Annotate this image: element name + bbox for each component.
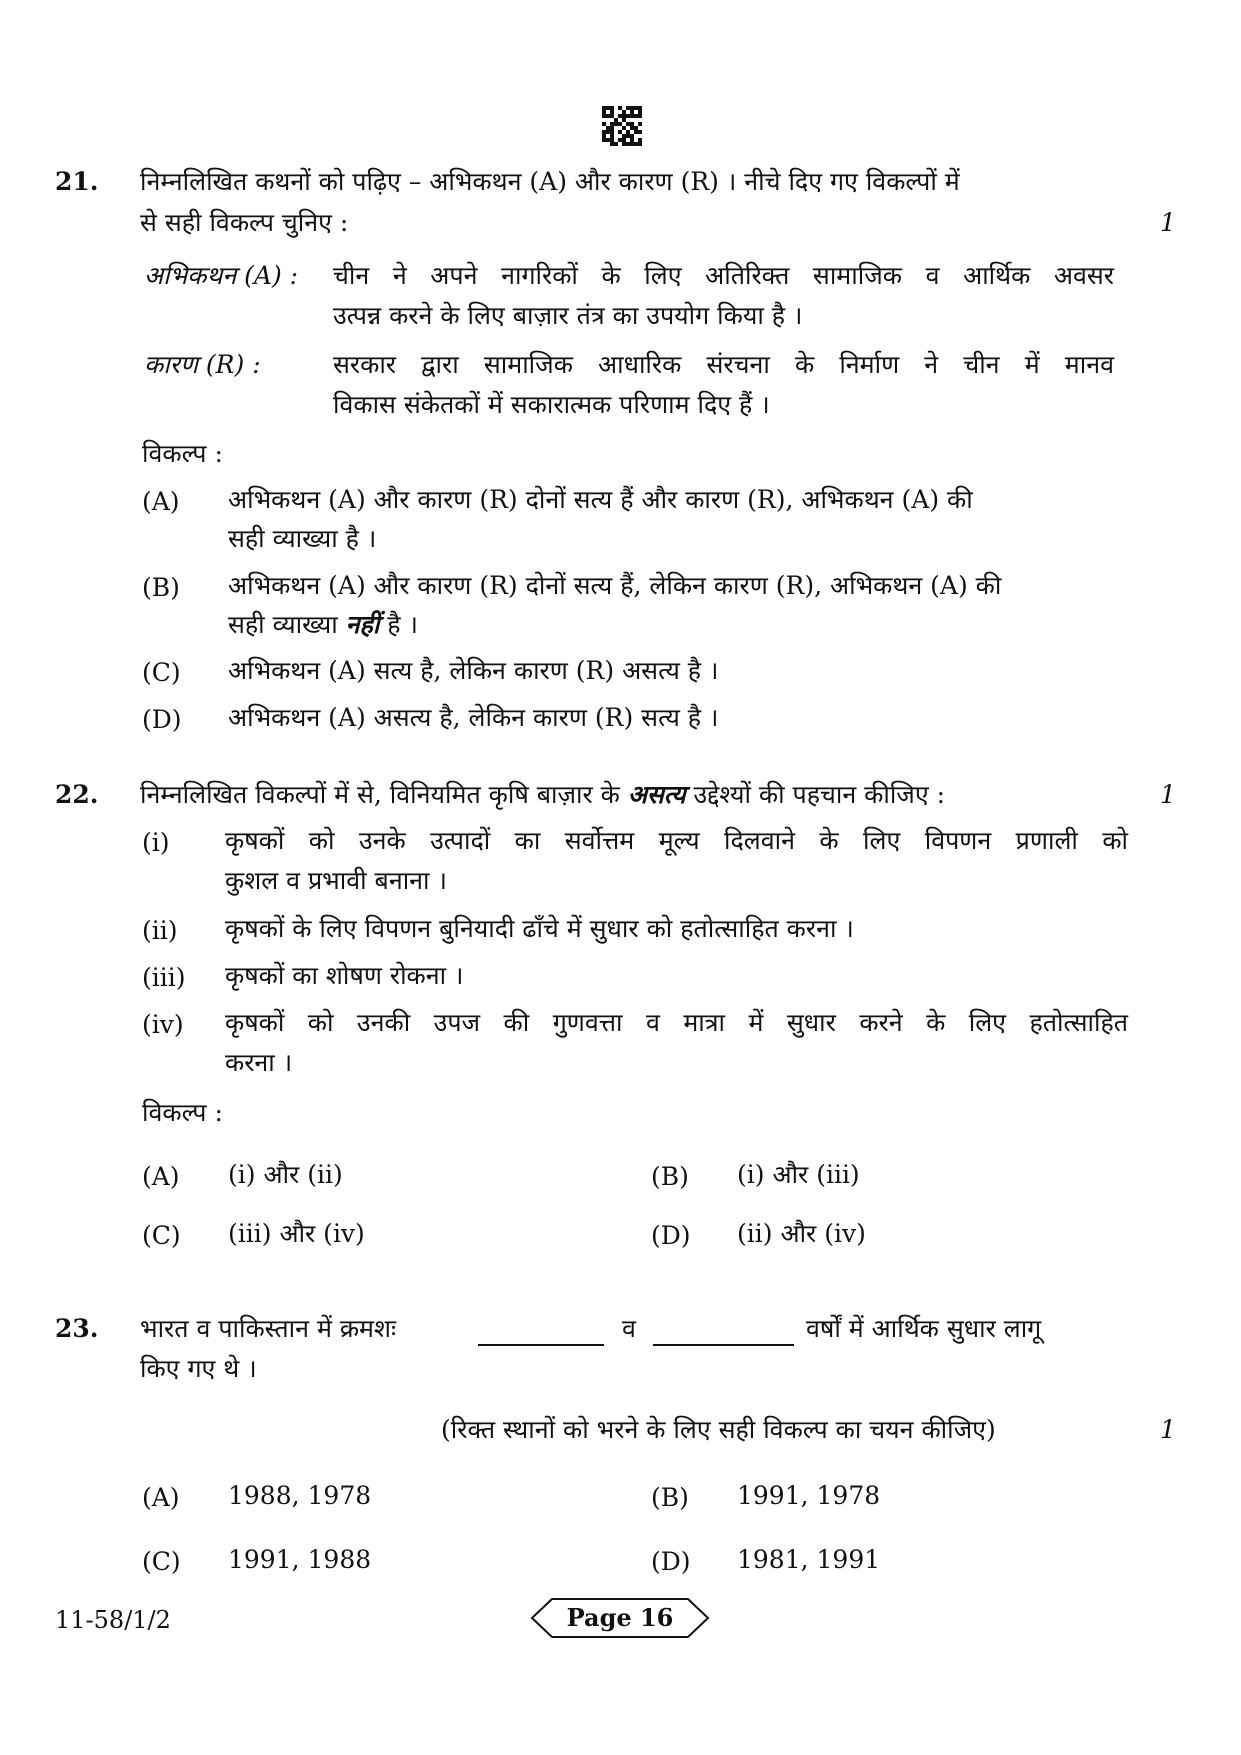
reason-line2: विकास संकेतकों में सकारात्मक परिणाम दिए हैं ।	[333, 390, 770, 419]
question-23-option-d-label: (D)	[651, 1547, 691, 1576]
question-22-item-iv-label: (iv)	[142, 1010, 184, 1039]
question-22-stem-post: उद्देश्यों की पहचान कीजिए :	[685, 780, 946, 809]
question-22-stem-emphasis: असत्य	[627, 780, 686, 809]
option-b-line2-post: है ।	[379, 610, 418, 639]
blank-2	[653, 1322, 794, 1346]
question-23-option-d-text: 1981, 1991	[737, 1545, 881, 1574]
question-22-option-a-text: (i) और (ii)	[228, 1160, 343, 1189]
question-23-number: 23.	[55, 1314, 99, 1343]
question-22-item-ii-text: कृषकों के लिए विपणन बुनियादी ढाँचे में सुधार को हतोत्साहित करना ।	[225, 914, 854, 943]
question-23-stem-part1: भारत व पाकिस्तान में क्रमशः	[140, 1314, 397, 1343]
question-22-item-iii-label: (iii)	[142, 963, 186, 992]
question-21-stem-line1: निम्नलिखित कथनों को पढ़िए – अभिकथन (A) और कारण (R) । नीचे दिए गए विकल्पों में	[140, 167, 960, 196]
question-22-item-i-label: (i)	[142, 828, 170, 857]
question-22-stem-pre: निम्नलिखित विकल्पों में से, विनियमित कृषि बाज़ार के	[140, 780, 628, 809]
question-21-number: 21.	[55, 167, 99, 196]
question-23-marks: 1	[1160, 1415, 1176, 1444]
option-b-line2-pre: सही व्याख्या	[228, 610, 346, 639]
question-21-option-a-line1: अभिकथन (A) और कारण (R) दोनों सत्य हैं और कारण (R), अभिकथन (A) की	[228, 485, 973, 514]
question-23-stem-part3: वर्षों में आर्थिक सुधार लागू	[806, 1314, 1042, 1343]
question-22-option-d-text: (ii) और (iv)	[737, 1219, 866, 1248]
question-21-marks: 1	[1160, 208, 1176, 237]
question-22-item-iv-line1: कृषकों को उनकी उपज की गुणवत्ता व मात्रा में सुधार करने के लिए हतोत्साहित	[225, 1008, 1128, 1037]
question-23-option-a-label: (A)	[142, 1483, 180, 1512]
assertion-line2: उत्पन्न करने के लिए बाज़ार तंत्र का उपयोग किया है ।	[333, 301, 803, 330]
question-22-options-heading: विकल्प :	[142, 1098, 223, 1127]
question-22-item-ii-label: (ii)	[142, 916, 178, 945]
page-number: Page 16	[566, 1603, 674, 1632]
reason-line1: सरकार द्वारा सामाजिक आधारिक संरचना के निर्माण ने चीन में मानव	[333, 350, 1114, 379]
assertion-label: अभिकथन (A) :	[144, 261, 299, 290]
question-21-option-d-text: अभिकथन (A) असत्य है, लेकिन कारण (R) सत्य है ।	[228, 703, 719, 732]
qr-code	[602, 106, 642, 146]
question-21-option-c-label: (C)	[142, 658, 181, 687]
question-23-instruction: (रिक्त स्थानों को भरने के लिए सही विकल्प का चयन कीजिए)	[441, 1415, 996, 1444]
question-22-item-iv-line2: करना ।	[225, 1048, 293, 1077]
question-22-item-i-line2: कुशल व प्रभावी बनाना ।	[225, 866, 447, 895]
option-b-emphasis: नहीं	[345, 610, 380, 639]
question-21-option-d-label: (D)	[142, 705, 182, 734]
question-22-option-d-label: (D)	[651, 1221, 691, 1250]
question-23-option-c-label: (C)	[142, 1547, 181, 1576]
question-21-options-heading: विकल्प :	[142, 439, 223, 468]
question-22-option-c-label: (C)	[142, 1221, 181, 1250]
reason-label: कारण (R) :	[144, 350, 261, 379]
question-21-option-b-label: (B)	[142, 573, 180, 602]
question-21-option-a-line2: सही व्याख्या है ।	[228, 524, 377, 553]
question-21-option-a-label: (A)	[142, 487, 180, 516]
question-21-option-b-line2	[228, 608, 418, 642]
question-23-option-b-text: 1991, 1978	[737, 1481, 881, 1510]
question-22-item-iii-text: कृषकों का शोषण रोकना ।	[225, 961, 464, 990]
question-22-stem	[140, 778, 945, 812]
question-21-option-c-text: अभिकथन (A) सत्य है, लेकिन कारण (R) असत्य है ।	[228, 656, 719, 685]
question-21-stem-line2: से सही विकल्प चुनिए :	[140, 208, 349, 237]
question-23-stem-part2: व	[622, 1314, 636, 1343]
question-21-option-b-line1: अभिकथन (A) और कारण (R) दोनों सत्य हैं, लेकिन कारण (R), अभिकथन (A) की	[228, 571, 1002, 600]
question-23-option-c-text: 1991, 1988	[228, 1545, 372, 1574]
question-22-option-a-label: (A)	[142, 1162, 180, 1191]
question-22-option-b-text: (i) और (iii)	[737, 1160, 860, 1189]
page-number-tag	[530, 1597, 710, 1639]
question-23-stem-line2: किए गए थे ।	[140, 1354, 257, 1383]
paper-code: 11-58/1/2	[55, 1606, 171, 1634]
question-23-option-a-text: 1988, 1978	[228, 1481, 372, 1510]
question-23-option-b-label: (B)	[651, 1483, 689, 1512]
question-22-number: 22.	[55, 780, 99, 809]
question-22-option-c-text: (iii) और (iv)	[228, 1219, 365, 1248]
blank-1	[478, 1322, 604, 1346]
question-22-option-b-label: (B)	[651, 1162, 689, 1191]
question-22-marks: 1	[1160, 780, 1176, 809]
assertion-line1: चीन ने अपने नागरिकों के लिए अतिरिक्त सामाजिक व आर्थिक अवसर	[333, 261, 1114, 290]
question-22-item-i-line1: कृषकों को उनके उत्पादों का सर्वोत्तम मूल्य दिलवाने के लिए विपणन प्रणाली को	[225, 826, 1128, 855]
